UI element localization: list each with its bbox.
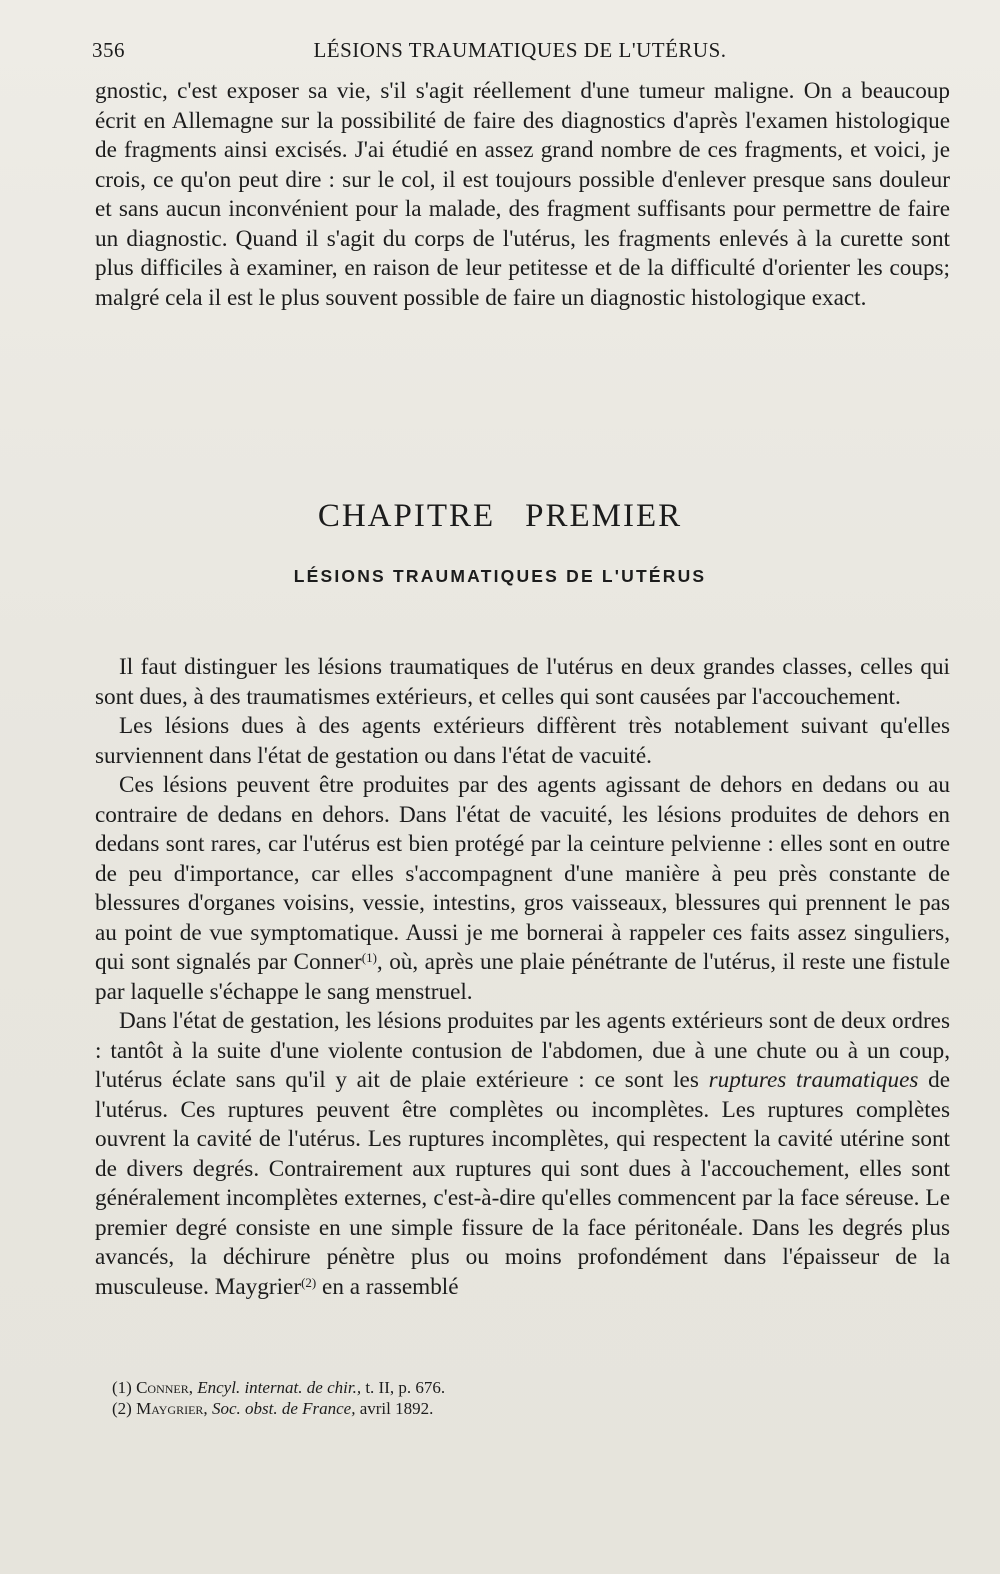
chapter-subtitle: LÉSIONS TRAUMATIQUES DE L'UTÉRUS [293, 566, 707, 586]
paragraph-3-text-b: , où, après une plaie pénétrante de l'utérus, il reste une fistule par laquelle s'échappe le sang menstruel. [95, 949, 950, 1005]
paragraph-3 [95, 771, 950, 1007]
chapter-body [95, 653, 950, 1302]
footnote-1 [112, 1377, 932, 1398]
chapter-word-2: PREMIER [525, 498, 683, 534]
paragraph-4-emphasis: ruptures traumatiques [708, 1067, 919, 1093]
footnotes [112, 1377, 932, 1419]
footnote-2-reference: Soc. obst. de France, [211, 1399, 356, 1418]
running-header [92, 38, 948, 74]
paragraph-4-text-c: en a rassemblé [316, 1273, 459, 1300]
page-number: 356 [92, 38, 125, 62]
chapter-word-1: CHAPITRE [317, 498, 496, 534]
paragraph-4-text-a: Dans l'état de gestation, les lésions produites par les agents extérieurs sont de deux ordres : tantôt à la suite d'une violente contusion de l'abdomen, due à une chute ou à un coup, l'utérus éclate sans qu'il y ait de plaie extérieure : ce sont les [95, 1008, 950, 1093]
footnote-1-tail: t. II, p. 676. [361, 1378, 446, 1397]
footnote-1-author: Conner, [136, 1378, 193, 1397]
footnote-1-mark: (1) [112, 1378, 132, 1397]
chapter-heading [0, 498, 1000, 535]
footnote-2-mark: (2) [112, 1399, 132, 1418]
paragraph-4 [95, 1007, 950, 1302]
footnote-1-reference: Encyl. internat. de chir., [197, 1378, 362, 1397]
footnote-ref-1[interactable]: (1) [361, 950, 377, 965]
intro-paragraph: gnostic, c'est exposer sa vie, s'il s'agit réellement d'une tumeur maligne. On a beaucoup écrit en Allemagne sur la possibilité de faire des diagnostics d'après l'examen histologique de fragments ainsi excisés. J'ai étudié en assez grand nombre de ces fragments, et voici, je crois, ce qu'on peut dire : sur le col, il est toujours possible d'enlever presque sans douleur et sans aucun inconvénient pour la malade, des fragment suffisants pour permettre de faire un diagnostic. Quand il s'agit du corps de l'utérus, les fragments enlevés à la curette sont plus difficiles à examiner, en raison de leur petitesse et de la difficulté d'orienter les coups; malgré cela il est le plus souvent possible de faire un diagnostic histologique exact. [95, 78, 950, 311]
paragraph-4-text-b: de l'utérus. Ces ruptures peuvent être complètes ou incomplètes. Les ruptures complètes ouvrent la cavité de l'utérus. Les ruptures incomplètes, qui respectent la cavité utérine sont de divers degrés. Contrairement aux ruptures qui sont dues à l'accouchement, elles sont généralement incomplètes externes, c'est-à-dire qu'elles commencent par la face séreuse. Le premier degré consiste en une simple fissure de la face péritonéale. Dans les degrés plus avancés, la déchirure pénètre plus ou moins profondément dans l'épaisseur de la musculeuse. Maygrier [95, 1067, 951, 1300]
footnote-2-tail: avril 1892. [355, 1399, 434, 1418]
paragraph-2: Les lésions dues à des agents extérieurs diffèrent très notablement suivant qu'elles surviennent dans l'état de gestation ou dans l'état de vacuité. [95, 713, 950, 769]
paragraph-1: Il faut distinguer les lésions traumatiques de l'utérus en deux grandes classes, celles qui sont dues, à des traumatismes extérieurs, et celles qui sont causées par l'accouchement. [95, 654, 950, 710]
footnote-2 [112, 1398, 932, 1419]
footnote-ref-2[interactable]: (2) [301, 1274, 317, 1290]
running-title: LÉSIONS TRAUMATIQUES DE L'UTÉRUS. [313, 38, 727, 62]
paragraph-3-text-a: Ces lésions peuvent être produites par des agents agissant de dehors en dedans ou au contraire de dedans en dehors. Dans l'état de vacuité, les lésions produites de dehors en dedans sont rares, car l'utérus est bien protégé par la ceinture pelvienne : elles sont en outre de peu d'importance, car elles s'accompagnent d'une manière à peu près constante de blessures d'organes voisins, vessie, intestins, gros vaisseaux, blessures qui prennent le pas au point de vue symptomatique. Aussi je me bornerai à rappeler ces faits assez singuliers, qui sont signalés par Conner [95, 772, 950, 975]
footnote-2-author: Maygrier, [136, 1399, 208, 1418]
intro-text-block [95, 77, 950, 313]
